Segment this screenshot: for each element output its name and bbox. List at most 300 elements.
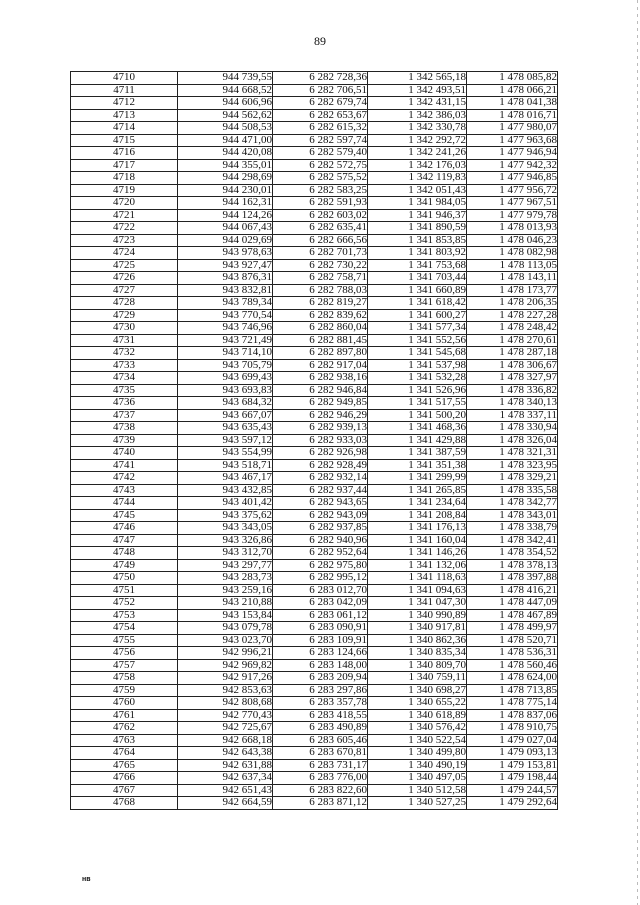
point-number-cell: 4764 xyxy=(71,747,178,760)
footer-mark: нв xyxy=(82,876,91,883)
y-coordinate-cell: 6 283 605,46 xyxy=(273,734,368,747)
point-number-cell: 4768 xyxy=(71,797,178,810)
x-coordinate-cell: 943 079,78 xyxy=(178,622,273,635)
x-coordinate-cell: 942 853,63 xyxy=(178,684,273,697)
point-number-cell: 4762 xyxy=(71,722,178,735)
table-row xyxy=(71,709,558,722)
table-row xyxy=(71,459,558,472)
x-coordinate-cell: 943 210,88 xyxy=(178,597,273,610)
y-coordinate-cell: 6 282 938,16 xyxy=(273,372,368,385)
w-coordinate-cell: 1 477 967,51 xyxy=(467,197,558,210)
z-coordinate-cell: 1 341 600,27 xyxy=(368,309,467,322)
coordinates-table-container xyxy=(70,71,558,810)
w-coordinate-cell: 1 478 085,82 xyxy=(467,72,558,85)
z-coordinate-cell: 1 341 176,13 xyxy=(368,522,467,535)
z-coordinate-cell: 1 340 917,81 xyxy=(368,622,467,635)
w-coordinate-cell: 1 478 342,41 xyxy=(467,534,558,547)
y-coordinate-cell: 6 282 995,12 xyxy=(273,572,368,585)
point-number-cell: 4728 xyxy=(71,297,178,310)
w-coordinate-cell: 1 478 775,14 xyxy=(467,697,558,710)
y-coordinate-cell: 6 283 297,86 xyxy=(273,684,368,697)
x-coordinate-cell: 942 996,21 xyxy=(178,647,273,660)
w-coordinate-cell: 1 478 910,75 xyxy=(467,722,558,735)
y-coordinate-cell: 6 282 939,13 xyxy=(273,422,368,435)
coordinates-table-body xyxy=(71,72,558,810)
w-coordinate-cell: 1 478 520,71 xyxy=(467,634,558,647)
point-number-cell: 4750 xyxy=(71,572,178,585)
point-number-cell: 4765 xyxy=(71,759,178,772)
table-row xyxy=(71,409,558,422)
x-coordinate-cell: 943 597,12 xyxy=(178,434,273,447)
z-coordinate-cell: 1 341 299,99 xyxy=(368,472,467,485)
x-coordinate-cell: 942 808,68 xyxy=(178,697,273,710)
w-coordinate-cell: 1 478 323,95 xyxy=(467,459,558,472)
x-coordinate-cell: 944 562,62 xyxy=(178,109,273,122)
z-coordinate-cell: 1 341 552,56 xyxy=(368,334,467,347)
page-number: 89 xyxy=(314,34,326,48)
z-coordinate-cell: 1 342 330,78 xyxy=(368,122,467,135)
point-number-cell: 4726 xyxy=(71,272,178,285)
w-coordinate-cell: 1 479 244,57 xyxy=(467,784,558,797)
table-row xyxy=(71,347,558,360)
x-coordinate-cell: 944 420,08 xyxy=(178,147,273,160)
point-number-cell: 4761 xyxy=(71,709,178,722)
point-number-cell: 4725 xyxy=(71,259,178,272)
point-number-cell: 4717 xyxy=(71,159,178,172)
point-number-cell: 4732 xyxy=(71,347,178,360)
w-coordinate-cell: 1 479 198,44 xyxy=(467,772,558,785)
table-row xyxy=(71,297,558,310)
point-number-cell: 4760 xyxy=(71,697,178,710)
point-number-cell: 4749 xyxy=(71,559,178,572)
w-coordinate-cell: 1 478 306,67 xyxy=(467,359,558,372)
z-coordinate-cell: 1 341 803,92 xyxy=(368,247,467,260)
table-row xyxy=(71,309,558,322)
z-coordinate-cell: 1 342 051,43 xyxy=(368,184,467,197)
table-row xyxy=(71,122,558,135)
table-row xyxy=(71,209,558,222)
w-coordinate-cell: 1 477 979,78 xyxy=(467,209,558,222)
z-coordinate-cell: 1 341 532,28 xyxy=(368,372,467,385)
y-coordinate-cell: 6 282 881,45 xyxy=(273,334,368,347)
w-coordinate-cell: 1 478 227,28 xyxy=(467,309,558,322)
point-number-cell: 4754 xyxy=(71,622,178,635)
x-coordinate-cell: 943 714,10 xyxy=(178,347,273,360)
x-coordinate-cell: 944 739,55 xyxy=(178,72,273,85)
w-coordinate-cell: 1 478 173,77 xyxy=(467,284,558,297)
z-coordinate-cell: 1 340 655,22 xyxy=(368,697,467,710)
w-coordinate-cell: 1 478 335,58 xyxy=(467,484,558,497)
y-coordinate-cell: 6 282 575,52 xyxy=(273,172,368,185)
x-coordinate-cell: 944 471,00 xyxy=(178,134,273,147)
w-coordinate-cell: 1 478 343,01 xyxy=(467,509,558,522)
y-coordinate-cell: 6 282 933,03 xyxy=(273,434,368,447)
z-coordinate-cell: 1 341 265,85 xyxy=(368,484,467,497)
y-coordinate-cell: 6 282 860,04 xyxy=(273,322,368,335)
w-coordinate-cell: 1 478 447,09 xyxy=(467,597,558,610)
table-row xyxy=(71,72,558,85)
z-coordinate-cell: 1 342 176,03 xyxy=(368,159,467,172)
x-coordinate-cell: 942 969,82 xyxy=(178,659,273,672)
point-number-cell: 4756 xyxy=(71,647,178,660)
y-coordinate-cell: 6 282 897,80 xyxy=(273,347,368,360)
x-coordinate-cell: 944 029,69 xyxy=(178,234,273,247)
z-coordinate-cell: 1 341 234,64 xyxy=(368,497,467,510)
y-coordinate-cell: 6 282 932,14 xyxy=(273,472,368,485)
table-row xyxy=(71,109,558,122)
z-coordinate-cell: 1 342 493,51 xyxy=(368,84,467,97)
y-coordinate-cell: 6 283 209,94 xyxy=(273,672,368,685)
table-row xyxy=(71,522,558,535)
point-number-cell: 4766 xyxy=(71,772,178,785)
x-coordinate-cell: 943 876,31 xyxy=(178,272,273,285)
y-coordinate-cell: 6 283 490,89 xyxy=(273,722,368,735)
table-row xyxy=(71,147,558,160)
w-coordinate-cell: 1 478 327,97 xyxy=(467,372,558,385)
w-coordinate-cell: 1 478 337,11 xyxy=(467,409,558,422)
y-coordinate-cell: 6 282 917,04 xyxy=(273,359,368,372)
point-number-cell: 4744 xyxy=(71,497,178,510)
z-coordinate-cell: 1 340 490,19 xyxy=(368,759,467,772)
y-coordinate-cell: 6 283 670,81 xyxy=(273,747,368,760)
table-row xyxy=(71,559,558,572)
z-coordinate-cell: 1 340 809,70 xyxy=(368,659,467,672)
table-row xyxy=(71,184,558,197)
point-number-cell: 4752 xyxy=(71,597,178,610)
x-coordinate-cell: 943 259,16 xyxy=(178,584,273,597)
y-coordinate-cell: 6 282 635,41 xyxy=(273,222,368,235)
y-coordinate-cell: 6 283 731,17 xyxy=(273,759,368,772)
table-row xyxy=(71,634,558,647)
z-coordinate-cell: 1 341 984,05 xyxy=(368,197,467,210)
table-row xyxy=(71,609,558,622)
point-number-cell: 4753 xyxy=(71,609,178,622)
y-coordinate-cell: 6 282 597,74 xyxy=(273,134,368,147)
z-coordinate-cell: 1 342 241,26 xyxy=(368,147,467,160)
z-coordinate-cell: 1 341 946,37 xyxy=(368,209,467,222)
x-coordinate-cell: 944 355,01 xyxy=(178,159,273,172)
x-coordinate-cell: 942 631,88 xyxy=(178,759,273,772)
x-coordinate-cell: 943 789,34 xyxy=(178,297,273,310)
w-coordinate-cell: 1 478 467,89 xyxy=(467,609,558,622)
w-coordinate-cell: 1 478 338,79 xyxy=(467,522,558,535)
w-coordinate-cell: 1 477 942,32 xyxy=(467,159,558,172)
z-coordinate-cell: 1 340 835,34 xyxy=(368,647,467,660)
y-coordinate-cell: 6 282 758,71 xyxy=(273,272,368,285)
table-row xyxy=(71,272,558,285)
z-coordinate-cell: 1 340 497,05 xyxy=(368,772,467,785)
point-number-cell: 4710 xyxy=(71,72,178,85)
y-coordinate-cell: 6 282 946,84 xyxy=(273,384,368,397)
table-row xyxy=(71,172,558,185)
x-coordinate-cell: 944 162,31 xyxy=(178,197,273,210)
z-coordinate-cell: 1 342 119,83 xyxy=(368,172,467,185)
y-coordinate-cell: 6 282 572,75 xyxy=(273,159,368,172)
w-coordinate-cell: 1 477 956,72 xyxy=(467,184,558,197)
point-number-cell: 4733 xyxy=(71,359,178,372)
table-row xyxy=(71,222,558,235)
y-coordinate-cell: 6 282 730,22 xyxy=(273,259,368,272)
z-coordinate-cell: 1 341 387,59 xyxy=(368,447,467,460)
table-row xyxy=(71,572,558,585)
y-coordinate-cell: 6 282 653,67 xyxy=(273,109,368,122)
y-coordinate-cell: 6 283 418,55 xyxy=(273,709,368,722)
w-coordinate-cell: 1 478 206,35 xyxy=(467,297,558,310)
w-coordinate-cell: 1 478 143,11 xyxy=(467,272,558,285)
point-number-cell: 4755 xyxy=(71,634,178,647)
w-coordinate-cell: 1 479 292,64 xyxy=(467,797,558,810)
table-row xyxy=(71,659,558,672)
x-coordinate-cell: 943 518,71 xyxy=(178,459,273,472)
point-number-cell: 4739 xyxy=(71,434,178,447)
table-row xyxy=(71,334,558,347)
point-number-cell: 4767 xyxy=(71,784,178,797)
y-coordinate-cell: 6 282 679,74 xyxy=(273,97,368,110)
x-coordinate-cell: 943 721,49 xyxy=(178,334,273,347)
point-number-cell: 4731 xyxy=(71,334,178,347)
point-number-cell: 4718 xyxy=(71,172,178,185)
w-coordinate-cell: 1 478 397,88 xyxy=(467,572,558,585)
point-number-cell: 4724 xyxy=(71,247,178,260)
x-coordinate-cell: 942 643,38 xyxy=(178,747,273,760)
z-coordinate-cell: 1 340 698,27 xyxy=(368,684,467,697)
y-coordinate-cell: 6 282 975,80 xyxy=(273,559,368,572)
x-coordinate-cell: 943 667,07 xyxy=(178,409,273,422)
x-coordinate-cell: 943 343,05 xyxy=(178,522,273,535)
table-row xyxy=(71,722,558,735)
x-coordinate-cell: 943 978,63 xyxy=(178,247,273,260)
z-coordinate-cell: 1 341 545,68 xyxy=(368,347,467,360)
point-number-cell: 4743 xyxy=(71,484,178,497)
z-coordinate-cell: 1 340 618,89 xyxy=(368,709,467,722)
point-number-cell: 4720 xyxy=(71,197,178,210)
point-number-cell: 4711 xyxy=(71,84,178,97)
x-coordinate-cell: 944 508,53 xyxy=(178,122,273,135)
z-coordinate-cell: 1 341 577,34 xyxy=(368,322,467,335)
table-row xyxy=(71,647,558,660)
point-number-cell: 4742 xyxy=(71,472,178,485)
y-coordinate-cell: 6 282 819,27 xyxy=(273,297,368,310)
w-coordinate-cell: 1 478 624,00 xyxy=(467,672,558,685)
y-coordinate-cell: 6 283 042,09 xyxy=(273,597,368,610)
table-row xyxy=(71,672,558,685)
z-coordinate-cell: 1 341 094,63 xyxy=(368,584,467,597)
x-coordinate-cell: 942 770,43 xyxy=(178,709,273,722)
table-row xyxy=(71,509,558,522)
point-number-cell: 4751 xyxy=(71,584,178,597)
x-coordinate-cell: 943 153,84 xyxy=(178,609,273,622)
x-coordinate-cell: 943 684,32 xyxy=(178,397,273,410)
w-coordinate-cell: 1 478 287,18 xyxy=(467,347,558,360)
z-coordinate-cell: 1 341 703,44 xyxy=(368,272,467,285)
point-number-cell: 4747 xyxy=(71,534,178,547)
x-coordinate-cell: 943 554,99 xyxy=(178,447,273,460)
w-coordinate-cell: 1 479 027,04 xyxy=(467,734,558,747)
w-coordinate-cell: 1 478 270,61 xyxy=(467,334,558,347)
table-row xyxy=(71,384,558,397)
x-coordinate-cell: 943 326,86 xyxy=(178,534,273,547)
x-coordinate-cell: 942 725,67 xyxy=(178,722,273,735)
w-coordinate-cell: 1 478 013,93 xyxy=(467,222,558,235)
w-coordinate-cell: 1 478 329,21 xyxy=(467,472,558,485)
z-coordinate-cell: 1 341 429,88 xyxy=(368,434,467,447)
table-row xyxy=(71,597,558,610)
y-coordinate-cell: 6 283 776,00 xyxy=(273,772,368,785)
table-row xyxy=(71,547,558,560)
y-coordinate-cell: 6 282 943,65 xyxy=(273,497,368,510)
table-row xyxy=(71,484,558,497)
point-number-cell: 4714 xyxy=(71,122,178,135)
point-number-cell: 4735 xyxy=(71,384,178,397)
z-coordinate-cell: 1 340 522,54 xyxy=(368,734,467,747)
y-coordinate-cell: 6 282 615,32 xyxy=(273,122,368,135)
point-number-cell: 4757 xyxy=(71,659,178,672)
table-row xyxy=(71,259,558,272)
x-coordinate-cell: 942 637,34 xyxy=(178,772,273,785)
w-coordinate-cell: 1 479 153,81 xyxy=(467,759,558,772)
z-coordinate-cell: 1 340 512,58 xyxy=(368,784,467,797)
table-row xyxy=(71,734,558,747)
x-coordinate-cell: 943 927,47 xyxy=(178,259,273,272)
z-coordinate-cell: 1 341 618,42 xyxy=(368,297,467,310)
z-coordinate-cell: 1 342 565,18 xyxy=(368,72,467,85)
y-coordinate-cell: 6 282 949,85 xyxy=(273,397,368,410)
table-row xyxy=(71,447,558,460)
table-row xyxy=(71,697,558,710)
x-coordinate-cell: 942 917,26 xyxy=(178,672,273,685)
x-coordinate-cell: 943 432,85 xyxy=(178,484,273,497)
x-coordinate-cell: 942 651,43 xyxy=(178,784,273,797)
table-row xyxy=(71,322,558,335)
z-coordinate-cell: 1 341 853,85 xyxy=(368,234,467,247)
table-row xyxy=(71,747,558,760)
z-coordinate-cell: 1 340 527,25 xyxy=(368,797,467,810)
point-number-cell: 4737 xyxy=(71,409,178,422)
w-coordinate-cell: 1 478 330,94 xyxy=(467,422,558,435)
y-coordinate-cell: 6 283 822,60 xyxy=(273,784,368,797)
y-coordinate-cell: 6 282 952,64 xyxy=(273,547,368,560)
y-coordinate-cell: 6 282 839,62 xyxy=(273,309,368,322)
table-row xyxy=(71,359,558,372)
y-coordinate-cell: 6 282 579,40 xyxy=(273,147,368,160)
point-number-cell: 4716 xyxy=(71,147,178,160)
w-coordinate-cell: 1 478 082,98 xyxy=(467,247,558,260)
z-coordinate-cell: 1 341 118,63 xyxy=(368,572,467,585)
z-coordinate-cell: 1 341 753,68 xyxy=(368,259,467,272)
z-coordinate-cell: 1 342 431,15 xyxy=(368,97,467,110)
y-coordinate-cell: 6 283 124,66 xyxy=(273,647,368,660)
x-coordinate-cell: 942 664,59 xyxy=(178,797,273,810)
x-coordinate-cell: 943 635,43 xyxy=(178,422,273,435)
x-coordinate-cell: 944 298,69 xyxy=(178,172,273,185)
y-coordinate-cell: 6 282 943,09 xyxy=(273,509,368,522)
y-coordinate-cell: 6 282 788,03 xyxy=(273,284,368,297)
w-coordinate-cell: 1 478 336,82 xyxy=(467,384,558,397)
w-coordinate-cell: 1 478 326,04 xyxy=(467,434,558,447)
table-row xyxy=(71,584,558,597)
table-row xyxy=(71,534,558,547)
y-coordinate-cell: 6 282 937,85 xyxy=(273,522,368,535)
x-coordinate-cell: 944 230,01 xyxy=(178,184,273,197)
point-number-cell: 4738 xyxy=(71,422,178,435)
point-number-cell: 4727 xyxy=(71,284,178,297)
z-coordinate-cell: 1 340 990,89 xyxy=(368,609,467,622)
y-coordinate-cell: 6 282 701,73 xyxy=(273,247,368,260)
table-row xyxy=(71,197,558,210)
w-coordinate-cell: 1 478 837,06 xyxy=(467,709,558,722)
y-coordinate-cell: 6 282 706,51 xyxy=(273,84,368,97)
point-number-cell: 4721 xyxy=(71,209,178,222)
y-coordinate-cell: 6 282 928,49 xyxy=(273,459,368,472)
table-row xyxy=(71,97,558,110)
x-coordinate-cell: 943 283,73 xyxy=(178,572,273,585)
z-coordinate-cell: 1 341 537,98 xyxy=(368,359,467,372)
w-coordinate-cell: 1 477 946,85 xyxy=(467,172,558,185)
point-number-cell: 4719 xyxy=(71,184,178,197)
z-coordinate-cell: 1 341 500,20 xyxy=(368,409,467,422)
y-coordinate-cell: 6 283 109,91 xyxy=(273,634,368,647)
w-coordinate-cell: 1 478 016,71 xyxy=(467,109,558,122)
point-number-cell: 4723 xyxy=(71,234,178,247)
table-row xyxy=(71,797,558,810)
x-coordinate-cell: 943 693,83 xyxy=(178,384,273,397)
x-coordinate-cell: 943 375,62 xyxy=(178,509,273,522)
table-row xyxy=(71,397,558,410)
point-number-cell: 4740 xyxy=(71,447,178,460)
w-coordinate-cell: 1 478 499,97 xyxy=(467,622,558,635)
z-coordinate-cell: 1 341 351,38 xyxy=(368,459,467,472)
point-number-cell: 4745 xyxy=(71,509,178,522)
table-row xyxy=(71,622,558,635)
table-row xyxy=(71,422,558,435)
z-coordinate-cell: 1 341 517,55 xyxy=(368,397,467,410)
z-coordinate-cell: 1 340 576,42 xyxy=(368,722,467,735)
y-coordinate-cell: 6 282 946,29 xyxy=(273,409,368,422)
y-coordinate-cell: 6 282 937,44 xyxy=(273,484,368,497)
point-number-cell: 4763 xyxy=(71,734,178,747)
point-number-cell: 4713 xyxy=(71,109,178,122)
table-row xyxy=(71,84,558,97)
w-coordinate-cell: 1 478 046,23 xyxy=(467,234,558,247)
z-coordinate-cell: 1 341 047,30 xyxy=(368,597,467,610)
z-coordinate-cell: 1 342 386,03 xyxy=(368,109,467,122)
x-coordinate-cell: 943 023,70 xyxy=(178,634,273,647)
z-coordinate-cell: 1 341 468,36 xyxy=(368,422,467,435)
table-row xyxy=(71,372,558,385)
y-coordinate-cell: 6 282 940,96 xyxy=(273,534,368,547)
table-row xyxy=(71,159,558,172)
point-number-cell: 4729 xyxy=(71,309,178,322)
w-coordinate-cell: 1 478 321,31 xyxy=(467,447,558,460)
table-row xyxy=(71,134,558,147)
point-number-cell: 4730 xyxy=(71,322,178,335)
point-number-cell: 4715 xyxy=(71,134,178,147)
z-coordinate-cell: 1 341 146,26 xyxy=(368,547,467,560)
table-row xyxy=(71,284,558,297)
point-number-cell: 4748 xyxy=(71,547,178,560)
point-number-cell: 4759 xyxy=(71,684,178,697)
table-row xyxy=(71,772,558,785)
point-number-cell: 4712 xyxy=(71,97,178,110)
z-coordinate-cell: 1 342 292,72 xyxy=(368,134,467,147)
z-coordinate-cell: 1 340 862,36 xyxy=(368,634,467,647)
z-coordinate-cell: 1 341 660,89 xyxy=(368,284,467,297)
w-coordinate-cell: 1 478 536,31 xyxy=(467,647,558,660)
x-coordinate-cell: 944 067,43 xyxy=(178,222,273,235)
point-number-cell: 4734 xyxy=(71,372,178,385)
z-coordinate-cell: 1 341 208,84 xyxy=(368,509,467,522)
y-coordinate-cell: 6 282 583,25 xyxy=(273,184,368,197)
